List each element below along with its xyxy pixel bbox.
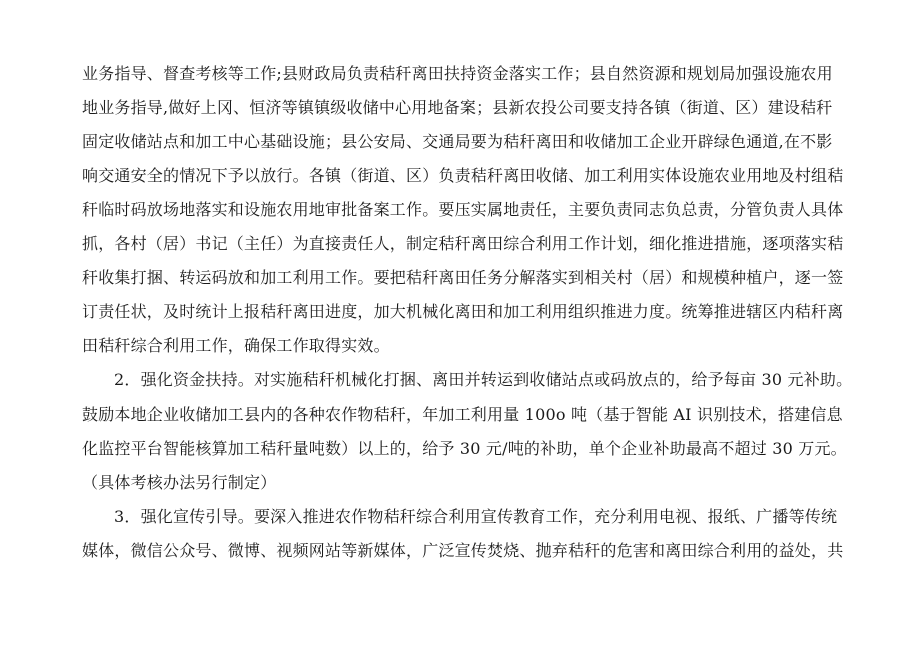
text-line-4: 响交通安全的情况下予以放行。各镇（街道、区）负责秸秆离田收储、加工利用实体设施农业用地及村组秸 bbox=[82, 166, 844, 185]
text-line-13: （具体考核办法另行制定） bbox=[82, 473, 277, 492]
text-line-7: 秆收集打捆、转运码放和加工利用工作。要把秸秆离田任务分解落实到相关村（居）和规模种植户，逐一签 bbox=[82, 268, 844, 287]
text-line-8: 订责任状，及时统计上报秸秆离田进度，加大机械化离田和加工利用组织推进力度。统筹推进辖区内秸秆离 bbox=[82, 302, 844, 321]
text-line-12: 化监控平台智能核算加工秸秆量吨数）以上的，给予 30 元/吨的补助，单个企业补助最高不超过 30 万元。 bbox=[82, 439, 847, 458]
text-line-2: 地业务指导,做好上冈、恒济等镇镇级收储中心用地备案；县新农投公司要支持各镇（街道、区）建设秸秆 bbox=[82, 98, 833, 117]
text-line-1: 业务指导、督查考核等工作;县财政局负责秸秆离田扶持资金落实工作；县自然资源和规划局加强设施农用 bbox=[82, 64, 833, 83]
text-line-3: 固定收储站点和加工中心基础设施；县公安局、交通局要为秸秆离田和收储加工企业开辟绿色通道,在不影 bbox=[82, 132, 833, 151]
text-line-6: 抓，各村（居）书记（主任）为直接责任人，制定秸秆离田综合利用工作计划，细化推进措施，逐项落实秸 bbox=[82, 234, 844, 253]
paragraph-3-first-line: 3．强化宣传引导。要深入推进农作物秸秆综合利用宣传教育工作，充分利用电视、报纸、广播等传统 bbox=[114, 507, 838, 526]
text-line-11: 鼓励本地企业收储加工县内的各种农作物秸秆，年加工利用量 100o 吨（基于智能 AI 识别技术，搭建信息 bbox=[82, 405, 843, 424]
text-line-15: 媒体，微信公众号、微博、视频网站等新媒体，广泛宣传焚烧、抛弃秸秆的危害和离田综合利用的益处，共 bbox=[82, 541, 844, 560]
paragraph-2-first-line: 2．强化资金扶持。对实施秸秆机械化打捆、离田并转运到收储站点或码放点的，给予每亩 30 元补助。 bbox=[114, 370, 853, 389]
text-line-5: 秆临时码放场地落实和设施农用地审批备案工作。要压实属地责任，主要负责同志负总责，分管负责人具体 bbox=[82, 200, 844, 219]
text-line-9: 田秸秆综合利用工作，确保工作取得实效。 bbox=[82, 336, 390, 355]
